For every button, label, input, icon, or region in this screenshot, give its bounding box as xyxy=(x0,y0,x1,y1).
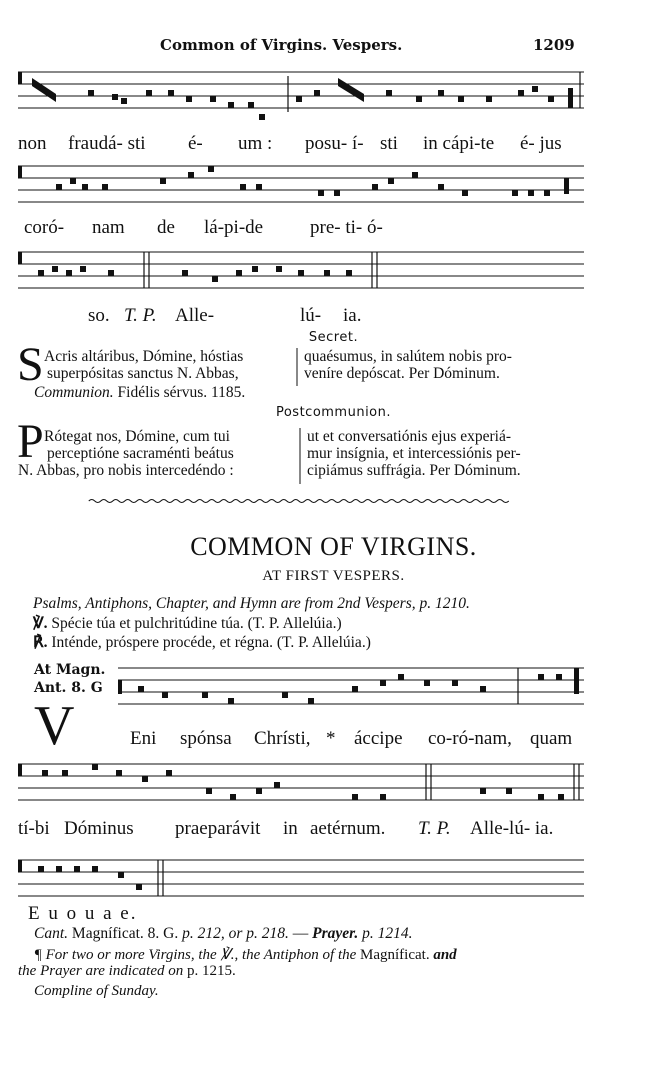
antiphon-lyrics-2 xyxy=(18,818,584,842)
lyric: áccipe xyxy=(354,728,403,749)
rubric-line: Psalms, Antiphons, Chapter, and Hymn are from 2nd Vespers, p. 1210. xyxy=(33,595,470,612)
euouae-text: E u o u a e. xyxy=(28,903,138,924)
lyric: Chrísti, xyxy=(254,728,311,749)
lyric: in cápi-te xyxy=(423,133,495,154)
communion-text: Fidélis sérvus. 1185. xyxy=(117,384,246,401)
header-title: Common of Virgins. Vespers. xyxy=(160,36,403,54)
note-text: the Prayer are indicated on xyxy=(18,963,184,979)
lyric: so. xyxy=(88,305,110,326)
cant-page: p. 212, xyxy=(182,925,225,942)
column-rule xyxy=(299,428,302,484)
cant-or: or xyxy=(228,925,243,942)
lyric: sti xyxy=(380,133,398,154)
postcommunion-dropcap: P xyxy=(17,415,44,468)
versicle-line xyxy=(33,614,342,633)
secret-right xyxy=(304,348,586,388)
prayer-page: p. 1214. xyxy=(362,925,413,942)
note-versicle: ℣., xyxy=(220,947,239,963)
antiphon-lyrics-1 xyxy=(130,728,584,752)
prayer-label: Prayer. xyxy=(312,925,359,942)
lyric: spónsa xyxy=(180,728,232,749)
lyric: pre- ti- ó- xyxy=(310,217,383,238)
lyric: Alle- xyxy=(175,305,215,326)
chant-lyrics-1 xyxy=(18,133,584,157)
lyric: coró- xyxy=(24,217,65,238)
lyric: nam xyxy=(92,217,125,238)
antiphon-staff-1 xyxy=(118,660,584,720)
lyric: de xyxy=(157,217,175,238)
communion-line xyxy=(34,384,245,402)
text-line: mur insígnia, et intercessiónis per- xyxy=(307,445,521,462)
cant-dash: — xyxy=(292,925,309,942)
text-line: perceptióne sacraménti beátus xyxy=(47,445,234,462)
antiphon-dropcap: V xyxy=(34,695,75,757)
column-rule xyxy=(296,348,299,386)
lyric: Eni xyxy=(130,728,157,749)
versicle-text: Spécie túa et pulchritúdine túa. xyxy=(51,615,244,632)
chant-staff-3 xyxy=(18,246,584,300)
chant-staff-1 xyxy=(18,64,584,130)
secret-heading: Secret. xyxy=(308,330,359,345)
section-subtitle: AT FIRST VESPERS. xyxy=(262,568,405,584)
lyric-tp: T. P. xyxy=(418,818,451,839)
lyric: aetérnum. xyxy=(310,818,386,839)
communion-label: Communion. xyxy=(34,384,114,401)
chant-lyrics-2 xyxy=(24,217,584,241)
lyric: um : xyxy=(238,133,273,154)
note-line-2 xyxy=(18,963,236,980)
lyric: posu- í- xyxy=(305,133,364,154)
page-number: 1209 xyxy=(533,36,575,54)
chant-lyrics-3 xyxy=(88,305,584,329)
cant-line xyxy=(34,925,412,943)
versicle-tp: (T. P. Allelúia.) xyxy=(247,615,342,632)
lyric: é- jus xyxy=(520,133,562,154)
note-page: p. 1215. xyxy=(186,963,236,979)
running-header xyxy=(0,36,667,58)
euouae-staff xyxy=(18,852,584,902)
antiphon-label-1: At Magn. xyxy=(34,662,106,678)
response-tp: (T. P. Allelúia.) xyxy=(276,634,371,651)
secret-dropcap: S xyxy=(17,338,44,391)
lyric: fraudá- sti xyxy=(68,133,146,154)
lyric: lú- xyxy=(300,305,322,326)
note-text: ¶ For two or more Virgins, the xyxy=(34,947,217,963)
lyric: Alle-lú- ia. xyxy=(470,818,554,839)
note-text: the Antiphon of the xyxy=(241,947,357,963)
ornamental-divider xyxy=(18,498,584,504)
lyric: é- xyxy=(188,133,203,154)
cant-text: Magníficat. 8. G. xyxy=(71,925,179,942)
note-and: and xyxy=(433,947,457,963)
note-line-1 xyxy=(34,945,457,964)
text-line: Acris altáribus, Dómine, hóstias xyxy=(44,348,244,365)
lyric: Dóminus xyxy=(64,818,134,839)
response-text: Inténde, próspere procéde, et régna. xyxy=(51,634,273,651)
text-line: quaésumus, in salútem nobis pro- xyxy=(304,348,512,365)
response-line xyxy=(33,633,371,652)
note-magnificat: Magníficat. xyxy=(360,947,430,963)
postcommunion-left xyxy=(0,428,300,484)
lyric-tp: T. P. xyxy=(124,305,157,326)
lyric: tí-bi xyxy=(18,818,50,839)
text-line: superpósitas sanctus N. Abbas, xyxy=(47,365,239,382)
chant-staff-2 xyxy=(18,158,584,214)
lyric: quam xyxy=(530,728,573,749)
lyric: lá-pi-de xyxy=(204,217,264,238)
section-title: COMMON OF VIRGINS. xyxy=(190,532,477,561)
compline-line: Compline of Sunday. xyxy=(34,983,159,999)
secret-left xyxy=(0,348,300,388)
versicle-symbol: ℣. xyxy=(33,615,48,632)
lyric: * xyxy=(326,728,336,749)
postcommunion-heading: Postcommunion. xyxy=(275,405,392,420)
cant-label: Cant. xyxy=(34,925,69,942)
antiphon-staff-2 xyxy=(18,756,584,812)
text-line: Rótegat nos, Dómine, cum tui xyxy=(44,428,230,445)
text-line: veníre depóscat. Per Dóminum. xyxy=(304,365,500,382)
response-symbol: ℟. xyxy=(33,634,48,651)
lyric: co-ró-nam, xyxy=(428,728,512,749)
antiphon-label-2: Ant. 8. G xyxy=(34,680,103,696)
lyric: in xyxy=(283,818,298,839)
postcommunion-right xyxy=(307,428,587,484)
text-line: ut et conversatiónis ejus experiá- xyxy=(307,428,512,445)
lyric: praeparávit xyxy=(175,818,261,839)
text-line: N. Abbas, pro nobis intercedéndo : xyxy=(18,462,234,479)
lyric: non xyxy=(18,133,47,154)
cant-page: p. 218. xyxy=(246,925,289,942)
text-line: cipiámus suffrágia. Per Dóminum. xyxy=(307,462,521,479)
lyric: ia. xyxy=(343,305,362,326)
